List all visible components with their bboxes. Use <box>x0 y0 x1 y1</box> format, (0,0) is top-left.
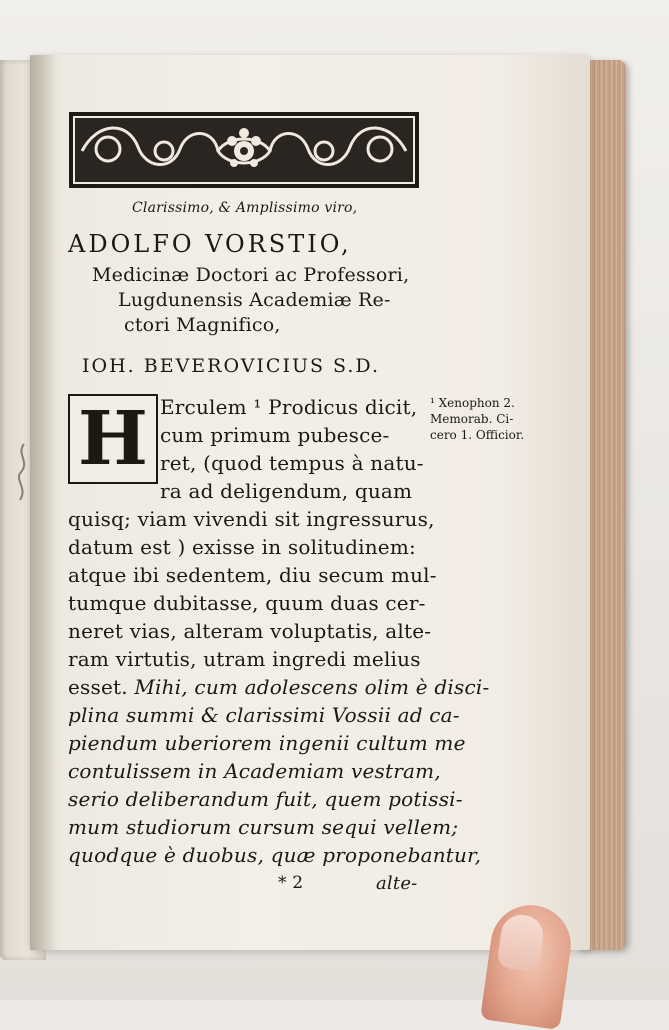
body-line-3: ret, (quod tempus à natu- <box>160 451 424 475</box>
body-line-6: datum est ) exisse in solitudinem: <box>68 535 416 559</box>
margin-note-line-3: cero 1. Officior. <box>430 428 525 442</box>
body-line-11 <box>68 675 489 699</box>
decorated-initial <box>68 394 158 484</box>
margin-note-line-1: ¹ Xenophon 2. <box>430 396 515 410</box>
body-line-5: quisq; viam vivendi sit ingressurus, <box>68 507 435 531</box>
italic-line-5: mum studiorum cursum sequi vellem; <box>68 815 459 839</box>
italic-line-4: serio deliberandum fuit, quem potissi- <box>68 787 463 811</box>
dedicatee-line: Clarissimo, & Amplissimo viro, <box>132 200 358 216</box>
body-line-1: Erculem ¹ Prodicus dicit, <box>160 395 418 419</box>
decorative-headpiece <box>68 111 420 189</box>
margin-note-line-2: Memorab. Ci- <box>430 412 514 426</box>
author-salutation: IOH. BEVEROVICIUS S.D. <box>82 355 381 377</box>
body-line-9: neret vias, alteram voluptatis, alte- <box>68 619 432 643</box>
title-line-1: Medicinæ Doctori ac Professori, <box>92 264 410 286</box>
title-line-3: ctori Magnifico, <box>124 314 281 336</box>
page-gutter-shadow <box>30 55 56 950</box>
body-line-2: cum primum pubesce- <box>160 423 390 447</box>
italic-line-2: piendum uberiorem ingenii cultum me <box>68 731 466 755</box>
body-line-11-italic: Mihi, cum adolescens olim è disci- <box>127 675 490 699</box>
body-line-11-roman: esset. <box>68 675 128 699</box>
italic-line-1: plina summi & clarissimi Vossii ad ca- <box>68 703 460 727</box>
initial-letter: H <box>78 396 148 482</box>
title-line-2: Lugdunensis Academiæ Re- <box>118 289 391 311</box>
body-line-7: atque ibi sedentem, diu secum mul- <box>68 563 437 587</box>
body-line-4: ra ad deligendum, quam <box>160 479 413 503</box>
signature-mark: * 2 <box>278 873 304 893</box>
body-line-8: tumque dubitasse, quum duas cer- <box>68 591 426 615</box>
body-line-10: ram virtutis, utram ingredi melius <box>68 647 421 671</box>
catchword: alte- <box>376 873 418 894</box>
dedicatee-name: ADOLFO VORSTIO, <box>68 230 352 258</box>
italic-line-6: quodque è duobus, quæ proponebantur, <box>68 843 482 867</box>
italic-line-3: contulissem in Academiam vestram, <box>68 759 441 783</box>
